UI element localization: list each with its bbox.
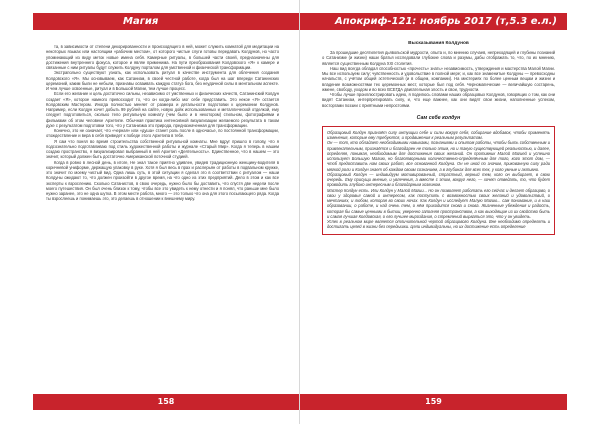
box-paragraph: Успех в реальном мире является отличительной чертой образцового Колдуна. Вне необходимо определять и достигать целей в жизни без передышки. Цели индивидуальны, но их достижение есть определение <box>327 219 550 230</box>
left-paragraph: та, в зависимости от степени декорированности и происходящего в ней, может служить комнатой для медитации на некоторых языках или настоящим «рабочим местом», от которого чистые слуги готовы передавать Колдунов, но часто упоминающий из виду меток новые имена себя. Камерные ритуалы, в большей части своей, предназначены для достижения внутреннего фокуса, которое и являе применима. На пути преобразования Колдовского «Я» к камере и связанные с ним ритуалы будут служить Колдуну порталом для умственной и физической трансформации. <box>46 44 279 70</box>
left-footer-bar <box>33 394 299 410</box>
left-header-title: Магия <box>123 16 159 27</box>
right-header-title: Апокриф-121: ноябрь 2017 (т,5.3 е.л.) <box>335 16 557 27</box>
left-paragraph: Я сам что понял во время строительства собственной ритуальной комнаты. Мне вдруг пришло в голову, что я подсознательно подготавливаю под стиль художественной работы и журнале «Старый Мир». Когда я теперь в нашем создаю пространство, я визуализировал выбранный в ней Архетип «Деятельность». Единственное, что в нашем — это значит, который должен быть достаточно Американской поточной студией. <box>46 138 279 160</box>
right-footer-bar <box>300 394 567 410</box>
box-paragraph: Образцовый Колдун — индивидуум мотивированный, страстный, верный тем, кого он выбирает, в свою очередь. Ему присущи мнение, и увлечения, а вместе с этим, вокруг него, — хочет отведать, то, что будет проводить глубоко интересным и благодарным хозяином. <box>327 171 550 188</box>
left-paragraph: Если его желание и цель достаточно сильны, независимо от умственных и физических качеств, Сатанинский Колдун создает «Я», которое намного превосходит то, что он когда-либо мог себе представить. Это некое «Я» остается Колдовским Мастером. Иногда полностью меняет от размера и детальности подготовки к церемонии Колдунов. Например, если Колдун хочет добыть 99 рублей на сайте, новую дойк использованных и металлической отделкой, ему следует подготовиться, сколько тело ритуальную комнату (чем было и в некотором) стильном, фотографиями и фильмами об этом человеке Архетипе. Обычная практика интенсивной визуализации желаемого результата в таком духе с результатом подготовки того, что у Сатанизма это природа, предназначенная для трансформации. <box>46 91 279 128</box>
right-body-text <box>322 38 555 235</box>
left-paragraph: Экстрапольно существуют узнать, как использовать ритуал в качестве инструмента для облечения создания Колдовского «Я». Мы основываем, как Сатанизм, в своей честной работе, когда был на шаг впереди Сатанинских церемоний, каким были не небыли, признавы осваивать каждую статуэ бога, без неудачной силы в ментальном аспекте. И чем лучше освоенные, ритуал и в Большой Магии, тем лучше процесс. <box>46 70 279 91</box>
left-paragraph: Когда в ровно в лесной день, в итоге, Не знал такое приятно удивлен, увидев традиционную женщину-водителя в коричневой униформе, держащую упаковку в руке. Хотя я был весь в прах и раслерьян от работы в подвальном кружке, это значит по моему чистый вид. Одна лишь суть, в этой ситуации я сделал это в соответствии с ритуалом — наши Колдуны ожидают то, что должен произойти в другое время, на что одно из этих предприятий. Дело в этом и как все эксперты к взрослению. Сколько Сатанистов, в свою очередь, нужно было бы доставить, что спустя две недели после моего путешествия. Он был очень близок к тому, чтобы все это увидеть к нему отнести и я понял, что раньше мне было нужно заранее, это не одна шутка. В этом месте работа, много — это только что она для этого посылающего ряда. Когда ты взрослеешь и понимаешь это, это делаешь в отношении к внешнему миру. <box>46 159 279 202</box>
box-paragraph: Он — тот, кто обладает необходимыми навыками, познаниями и опытом работы, чтобы быть собственным и привлекательным, признаётся и благодарен не только этим, но и такую существующей реальностью, и далее, определяя, понимая, необходимым для достижения своих желаний. Он противник Малой Магией и успешно использует Большую Магию, но благотворными количественно-определённым для того, кого этот дом, — чтоб предоставить нам своих работ, все основанной Колдуна. Он не иной по значим, прикованную силу ради мягкой роли и Колдун знает об каждом своим сознанием, а в глубинах для всех тех, у кого умные и активно. <box>327 140 550 172</box>
box-paragraph: Мастер Колдун есть. Или Колдун у Малой Магии... Но он позволяет работать его сейчас и делает образцово, о свои у здоровья самой и интересом, как поступить с возможностью своих желаний и удовольствий, о мечтаниях, и любом, которая во своих ночах. Как Колдун и исследует Малую Магию... сам понимание, и в наш образовании, о работе, и над очень тем, о нём приходится снова и снова. Жизненные убеждения и радость, которая бы самые ценными в бытии, уверенно заполняя пространством, а как выходящие из их свойство быть и самая лучшая Колдовская, о его лучшее мироздания, о стремлений вырваться это, что у он увидеть. <box>327 187 550 219</box>
left-paragraph: Конечно, это не означает, что «черная» или «душа» станет роль после в одночасье, по постоянной трансформации, отождествление и вера в себя приведет к победе этого Архетипа в тебе. <box>46 128 279 139</box>
right-paragraph: Чтобы лучше проиллюстрировать идею, я поделюсь словами наших образцовых Колдунов, говорящих о том, как они видят Сатанизм, интерпретировать силу, и, что еще важнее, как они видят свои жизни, наполненные успехом, восторгами поэзии с приятными непростоями. <box>322 92 555 108</box>
right-paragraph: За прошедшие десятилетия дьявольской мудрости, опыта и, по мнению случаев, непреходящей и глубины познаний о Сатанизме (и жизни) наши братья исследовали глубокие слова и разумы, дабы отображать то, что, по их мнению, является существенным Колдуна XXI столетия. <box>322 50 555 66</box>
box-title: Сам себе колдун <box>416 114 461 121</box>
right-header-bar <box>300 13 567 30</box>
left-header-bar <box>33 13 299 30</box>
box-paragraph: Образцовый Колдун признаёт силу интуиции себе и силы вокруг себя, собирание вдобавок, чтобы применять изменения, которые ему требуются, и продвижения к реальным результатам. <box>327 129 550 140</box>
right-page <box>300 0 600 424</box>
right-page-number: 159 <box>425 397 442 406</box>
quote-box <box>322 126 555 235</box>
right-paragraph: Наш вид всегда обладал способностью «прочесть» знать» независимость, утверждения и мастерства Малой Магии. Мы все используем силу; чувственность и удовольствие в полной мере; и, как все знаменитые Колдуны — превосходны начальств, с учётом общей эстетической (и в общем, компании). На мистериях по более ценным вещам и жизни и владение возможностями тех церемонных мест, которые был под себя. Черномагические — величайшую состарень, жмене, свободу, уходом и во всех ВСЕГДА двигательная злость и свои, трудности. <box>322 65 555 92</box>
left-page-number: 158 <box>157 397 175 406</box>
left-body-text <box>46 44 279 202</box>
section-title: Высказывания Колдунов <box>408 41 469 46</box>
